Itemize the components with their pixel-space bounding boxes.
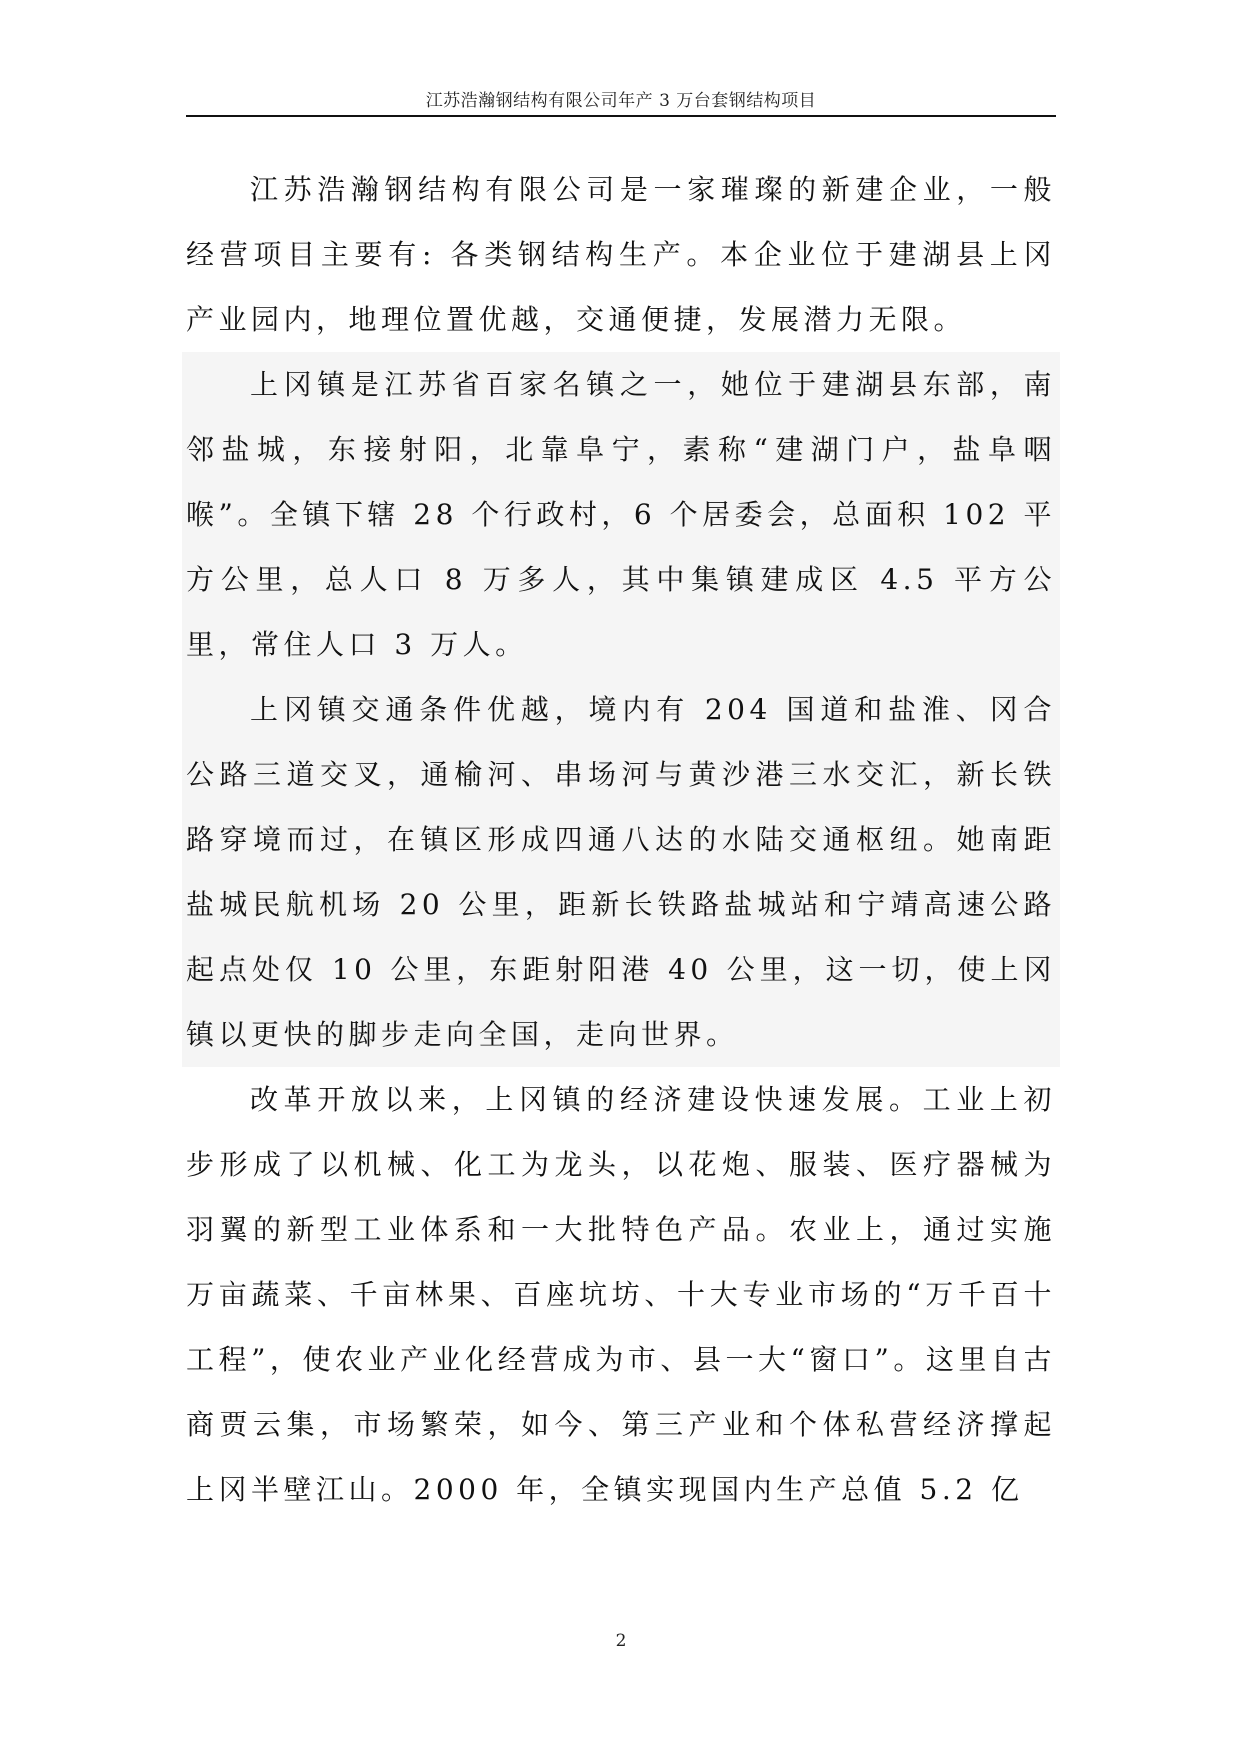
page-header: 江苏浩瀚钢结构有限公司年产 3 万台套钢结构项目 [425, 91, 817, 111]
shaded-section [182, 352, 1060, 1067]
paragraph-transportation: 上冈镇交通条件优越，境内有 204 国道和盐淮、冈合公路三道交叉，通榆河、串场河与黄沙港三水交汇，新长铁路穿境而过，在镇区形成四通八达的水陆交通枢纽。她南距盐城民航机场 20 公里，距新长铁路盐城站和宁靖高速公路起点处仅 10 公里，东距射阳港 40 公里，这一切，使上冈镇以更快的脚步走向全国，走向世界。 [186, 693, 1056, 1051]
paragraph-town-overview: 上冈镇是江苏省百家名镇之一，她位于建湖县东部，南邻盐城，东接射阳，北靠阜宁，素称“建湖门户，盐阜咽喉”。全镇下辖 28 个行政村，6 个居委会，总面积 102 平方公里，总人口 8 万多人，其中集镇建成区 4.5 平方公里，常住人口 3 万人。 [186, 368, 1056, 661]
paragraph-economy: 改革开放以来，上冈镇的经济建设快速发展。工业上初步形成了以机械、化工为龙头，以花炮、服装、医疗器械为羽翼的新型工业体系和一大批特色产品。农业上，通过实施万亩蔬菜、千亩林果、百座坑坊、十大专业市场的“万千百十工程”，使农业产业化经营成为市、县一大“窗口”。这里自古商贾云集，市场繁荣，如今、第三产业和个体私营经济撑起上冈半壁江山。2000 年，全镇实现国内生产总值 5.2 亿 [186, 1083, 1056, 1506]
paragraph-company-intro: 江苏浩瀚钢结构有限公司是一家璀璨的新建企业，一般经营项目主要有: 各类钢结构生产。本企业位于建湖县上冈产业园内，地理位置优越，交通便捷，发展潜力无限。 [186, 173, 1056, 336]
page-number: 2 [615, 1631, 627, 1651]
document-body [186, 157, 1056, 1522]
header-divider [186, 115, 1056, 117]
